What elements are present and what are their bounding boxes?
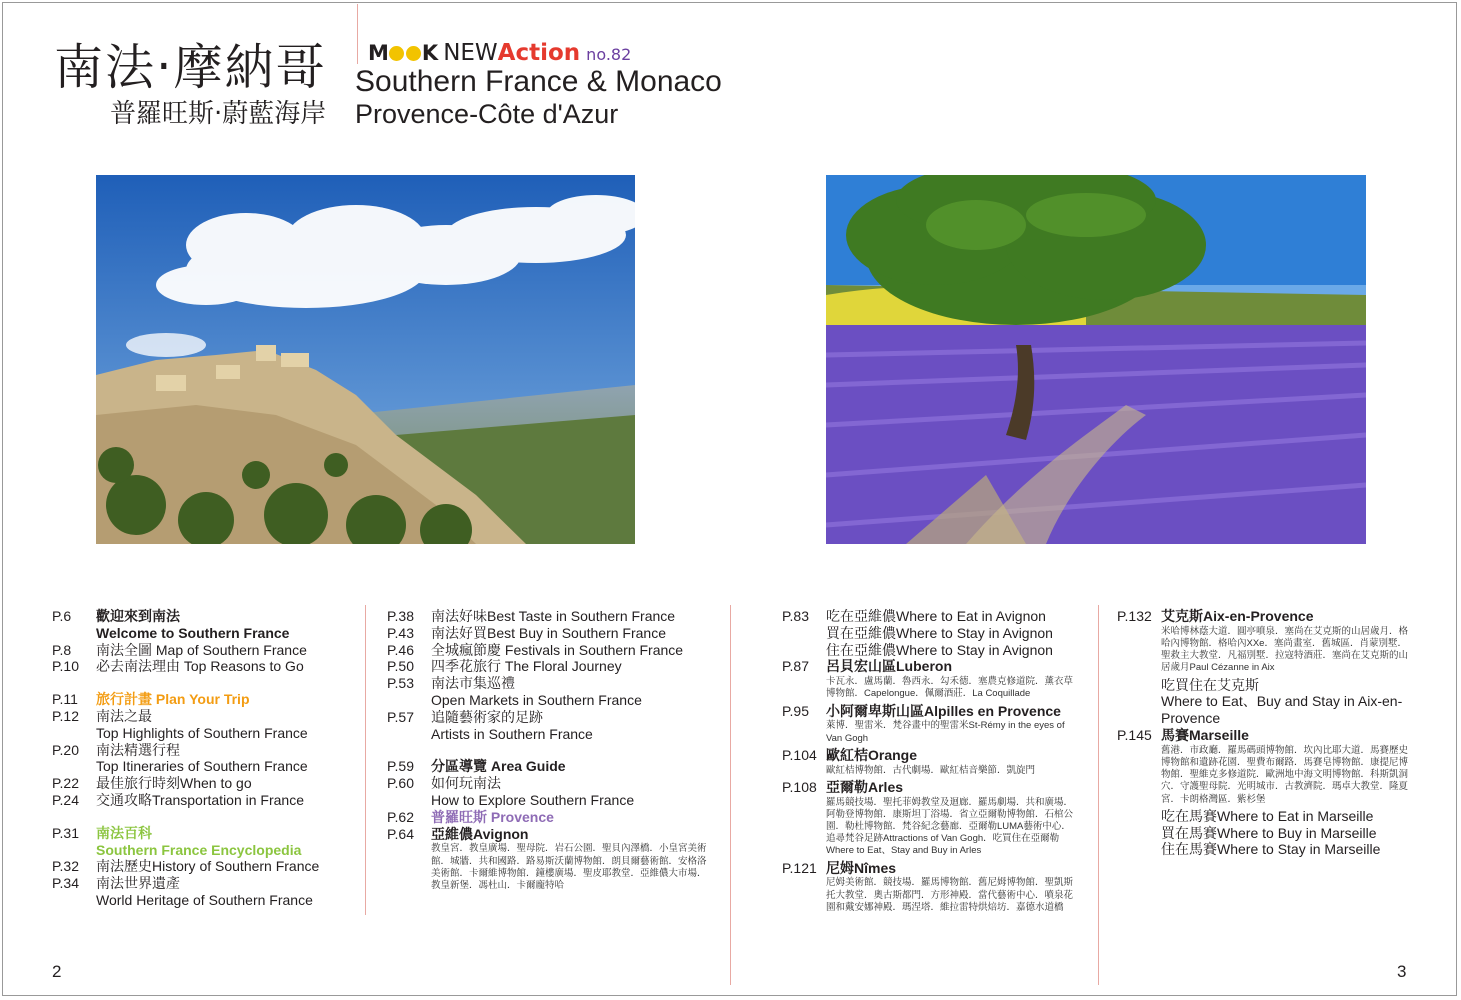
- subtitle-zh: 普羅旺斯‧蔚藍海岸: [110, 99, 327, 129]
- toc-entry[interactable]: 吃買住在艾克斯: [1161, 676, 1259, 693]
- toc-entry[interactable]: P.104 歐紅桔Orange 歐紅桔博物館．古代劇場．歐紅桔音樂節．凱旋門: [782, 747, 1080, 777]
- toc-column-4: [1117, 608, 1413, 858]
- toc-entry[interactable]: P.8 南法全圖 Map of Southern France: [52, 641, 307, 658]
- toc-entry[interactable]: Top Itineraries of Southern France: [96, 758, 308, 775]
- toc-entry[interactable]: 住在馬賽Where to Stay in Marseille: [1161, 841, 1381, 858]
- mook-logo: M K: [368, 41, 438, 65]
- toc-entry[interactable]: P.132 艾克斯Aix-en-Provence 米哈博林蔭大道．圓亭噴泉．塞尚在艾克斯的山居歲月．格哈內博物館．格哈內XXe．塞尚畫室．舊城區．肖蒙別墅．聖救主大教堂．凡福別墅．拉寇特酒莊．塞尚在艾克斯的山居歲月Paul Cézanne in Aix: [1117, 608, 1413, 675]
- toc-column-3: [782, 608, 1080, 916]
- toc-entry[interactable]: How to Explore Southern France: [431, 791, 635, 808]
- photo-hilltop-village: [96, 175, 635, 544]
- toc-entry[interactable]: P.38 南法好味Best Taste in Southern France: [387, 608, 676, 624]
- title-en: Southern France & Monaco: [355, 65, 722, 98]
- toc-divider-1: [365, 605, 366, 915]
- photo-lavender-field: [826, 175, 1366, 544]
- toc-entry[interactable]: P.62 普羅旺斯 Provence: [387, 808, 554, 825]
- issue-number: no.82: [586, 45, 632, 64]
- toc-entry-desc: 米哈博林蔭大道．圓亭噴泉．塞尚在艾克斯的山居歲月．格哈內博物館．格哈內XXe．塞尚畫室．舊城區．肖蒙別墅．聖救主大教堂．凡福別墅．拉寇特酒莊．塞尚在艾克斯的山居歲月Paul Cézanne in Aix: [1161, 625, 1409, 674]
- toc-column-2: [387, 608, 707, 894]
- newaction-logo: NEWAction: [443, 40, 581, 66]
- toc-entry[interactable]: P.10 必去南法理由 Top Reasons to Go: [52, 658, 304, 675]
- toc-entry[interactable]: P.24 交通攻略Transportation in France: [52, 791, 304, 808]
- toc-entry[interactable]: P.50 四季花旅行 The Floral Journey: [387, 658, 622, 675]
- toc-entry[interactable]: Open Markets in Southern France: [431, 691, 642, 708]
- toc-entry[interactable]: P.46 全城瘋節慶 Festivals in Southern France: [387, 641, 684, 658]
- toc-entry-desc: 舊港．市政廳．羅馬碼頭博物館．坎內比耶大道．馬賽歷史博物館和遺跡花園．聖費布爾路．馬賽皂博物館．康提尼博物館．聖維克多修道院．歐洲地中海文明博物館．科斯凱洞穴．守護聖母院．光明城市．古教濟院．瑪卓大教堂．隆夏宮．卡朗格灣區．紫杉堡: [1161, 744, 1409, 805]
- toc-divider-2: [730, 605, 731, 985]
- toc-entry-desc: 尼姆美術館．競技場．羅馬博物館．舊尼姆博物館．聖凱斯托大教堂．奧古斯都門．方形神殿．當代藝術中心．噴泉花園和戴安娜神殿．瑪涅塔．維拉雷特烘焙坊．嘉德水道橋: [826, 877, 1074, 913]
- toc-entry-desc: 教皇宮．教皇廣場．聖母院．岩石公園．聖貝內澤橋．小皇宮美術館．城牆．共和國路．路易斯沃蘭博物館．朗貝爾藝術館．安格洛美術館．卡爾維博物館．鐘樓廣場．聖皮耶教堂．亞維儂大市場．教皇新堡．馮杜山．卡爾龐特哈: [431, 843, 707, 891]
- subtitle-en: Provence-Côte d'Azur: [355, 99, 619, 129]
- header-divider: [357, 4, 358, 64]
- toc-entry[interactable]: P.108 亞爾勒Arles 羅馬競技場．聖托菲姆教堂及迴廊．羅馬劇場．共和廣場．阿勒登博物館．康斯坦丁浴場．省立亞爾勒博物館．石棺公園．勒杜博物館．梵谷紀念藝廊．亞爾勒LUMA藝術中心．追尋梵谷足跡Attractions of Van Gogh．吃買住在亞爾勒Where to Eat、Stay and Buy in Arles: [782, 779, 1080, 858]
- toc-entry[interactable]: P.12 南法之最: [52, 707, 152, 724]
- toc-entry[interactable]: P.34 南法世界遺產: [52, 875, 180, 892]
- toc-entry[interactable]: World Heritage of Southern France: [96, 891, 313, 908]
- toc-entry[interactable]: P.20 南法精選行程: [52, 741, 180, 758]
- page-number-right: 3: [1397, 962, 1407, 981]
- title-zh: 南法‧摩納哥: [54, 39, 327, 96]
- toc-entry[interactable]: Artists in Southern France: [431, 725, 593, 742]
- toc-entry[interactable]: P.11 旅行計畫 Plan Your Trip: [52, 691, 250, 708]
- toc-entry[interactable]: P.43 南法好買Best Buy in Southern France: [387, 624, 666, 641]
- page-number-left: 2: [52, 962, 62, 981]
- toc-entry[interactable]: Southern France Encyclopedia: [96, 841, 302, 858]
- toc-entry[interactable]: P.95 小阿爾卑斯山區Alpilles en Provence 萊博．聖雷米．梵谷畫中的聖雷米St-Rémy in the eyes of Van Gogh: [782, 703, 1080, 745]
- toc-entry-desc: 歐紅桔博物館．古代劇場．歐紅桔音樂節．凱旋門: [826, 764, 1036, 776]
- toc-entry[interactable]: P.60 如何玩南法: [387, 775, 501, 792]
- toc-entry[interactable]: 買在亞維儂Where to Stay in Avignon: [826, 624, 1053, 641]
- toc-entry[interactable]: P.83 吃在亞維儂Where to Eat in Avignon: [782, 608, 1046, 624]
- toc-divider-3: [1098, 605, 1099, 985]
- toc-entry[interactable]: P.64 亞維儂Avignon 教皇宮．教皇廣場．聖母院．岩石公園．聖貝內澤橋．小皇宮美術館．城牆．共和國路．路易斯沃蘭博物館．朗貝爾藝術館．安格洛美術館．卡爾維博物館．鐘樓廣場．聖皮耶教堂．亞維儂大市場．教皇新堡．馮杜山．卡爾龐特哈: [387, 825, 707, 891]
- toc-entry[interactable]: P.121 尼姆Nîmes 尼姆美術館．競技場．羅馬博物館．舊尼姆博物館．聖凱斯托大教堂．奧古斯都門．方形神殿．當代藝術中心．噴泉花園和戴安娜神殿．瑪涅塔．維拉雷特烘焙坊．嘉德水道橋: [782, 860, 1080, 914]
- toc-entry[interactable]: Where to Eat、Buy and Stay in Aix-en-Provence: [1161, 693, 1403, 727]
- toc-entry-desc: 萊博．聖雷米．梵谷畫中的聖雷米St-Rémy in the eyes of Van Gogh: [826, 720, 1065, 744]
- toc-entry-desc: 羅馬競技場．聖托菲姆教堂及迴廊．羅馬劇場．共和廣場．阿勒登博物館．康斯坦丁浴場．省立亞爾勒博物館．石棺公園．勒杜博物館．梵谷紀念藝廊．亞爾勒LUMA藝術中心．追尋梵谷足跡Attractions of Van Gogh．吃買住在亞爾勒Where to Eat、Stay and Buy in Arles: [826, 796, 1074, 857]
- toc-entry[interactable]: Welcome to Southern France: [96, 624, 290, 641]
- toc-entry[interactable]: P.57 追隨藝術家的足跡: [387, 708, 543, 725]
- toc-entry[interactable]: P.145 馬賽Marseille 舊港．市政廳．羅馬碼頭博物館．坎內比耶大道．馬賽歷史博物館和遺跡花園．聖費布爾路．馬賽皂博物館．康提尼博物館．聖維克多修道院．歐洲地中海文明博物館．科斯凱洞穴．守護聖母院．光明城市．古教濟院．瑪卓大教堂．隆夏宮．卡朗格灣區．紫杉堡: [1117, 727, 1413, 806]
- toc-entry[interactable]: P.87 呂貝宏山區Luberon 卡瓦永．盧馬蘭．魯西永．勾禾德．塞農克修道院．薰衣草博物館．Capelongue．佩爾酒莊．La Coquillade: [782, 658, 1080, 700]
- toc-entry-desc: 卡瓦永．盧馬蘭．魯西永．勾禾德．塞農克修道院．薰衣草博物館．Capelongue．佩爾酒莊．La Coquillade: [826, 676, 1074, 700]
- toc-entry[interactable]: P.31 南法百科: [52, 824, 152, 841]
- toc-entry[interactable]: P.6 歡迎來到南法: [52, 608, 180, 624]
- toc-entry[interactable]: P.22 最佳旅行時刻When to go: [52, 775, 252, 792]
- toc-entry[interactable]: Top Highlights of Southern France: [96, 724, 308, 741]
- toc-entry[interactable]: P.59 分區導覽 Area Guide: [387, 758, 566, 775]
- toc-column-1: [52, 608, 352, 909]
- toc-entry[interactable]: P.53 南法市集巡禮: [387, 675, 515, 692]
- toc-entry[interactable]: 買在馬賽Where to Buy in Marseille: [1161, 824, 1377, 841]
- toc-entry[interactable]: P.32 南法歷史History of Southern France: [52, 858, 320, 875]
- toc-entry[interactable]: 住在亞維儂Where to Stay in Avignon: [826, 641, 1053, 658]
- toc-entry[interactable]: 吃在馬賽Where to Eat in Marseille: [1161, 807, 1374, 824]
